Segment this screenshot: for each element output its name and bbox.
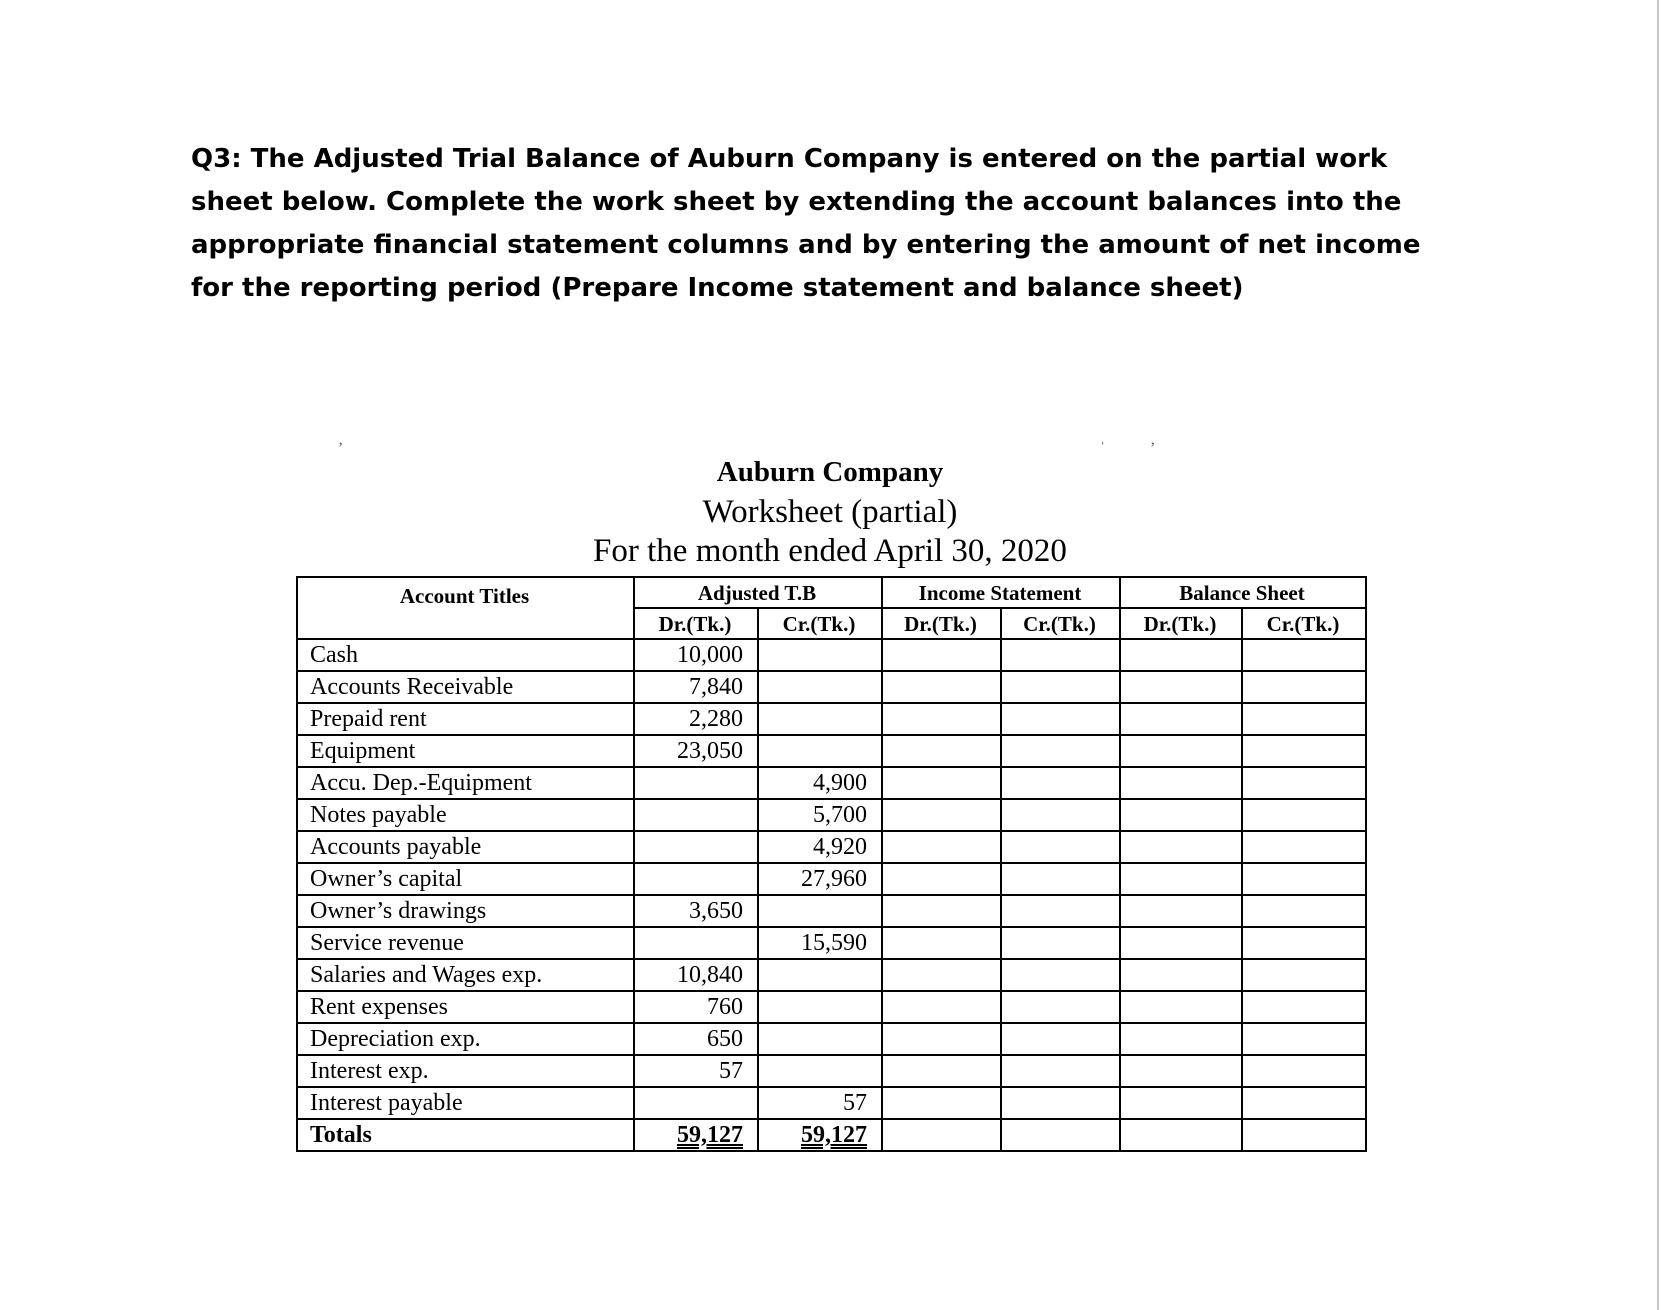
amount-value: 57 — [719, 1058, 743, 1084]
account-row — [297, 863, 1366, 895]
account-row — [297, 671, 1366, 703]
account-title: Interest payable — [297, 1087, 634, 1119]
account-title: Prepaid rent — [297, 703, 634, 735]
account-titles-header: Account Titles — [297, 577, 634, 639]
amount-value: 650 — [707, 1026, 743, 1052]
account-title: Rent expenses — [297, 991, 634, 1023]
bs-cr-blank-cell — [1242, 1023, 1366, 1055]
bs-dr-blank-cell — [1120, 1055, 1242, 1087]
adjusted-tb-dr-cell — [634, 767, 758, 799]
is-cr-blank-cell — [1001, 991, 1120, 1023]
account-row — [297, 1055, 1366, 1087]
account-title: Service revenue — [297, 927, 634, 959]
adjusted-tb-dr-cell — [634, 1023, 758, 1055]
adjusted-tb-cr-cell — [758, 863, 882, 895]
is-dr-blank-cell — [882, 959, 1001, 991]
adjusted-tb-dr-cell — [634, 863, 758, 895]
adjusted-tb-dr-cell — [634, 1055, 758, 1087]
bs-cr-blank-cell — [1242, 799, 1366, 831]
adjusted-tb-cr-cell — [758, 671, 882, 703]
question-text: Q3: The Adjusted Trial Balance of Auburn Company is entered on the partial work sheet below. Complete the work sheet by extending the account balances into the appropriate financial statement columns and by entering the amount of net income for the reporting period (Prepare Income statement and balance sheet) — [191, 144, 1421, 303]
is-cr-blank-cell — [1001, 1055, 1120, 1087]
account-row — [297, 831, 1366, 863]
bs-cr-blank-cell — [1242, 991, 1366, 1023]
account-row — [297, 959, 1366, 991]
bs-cr-blank-cell — [1242, 735, 1366, 767]
company-name: Auburn Company — [716, 456, 944, 488]
adjusted-tb-cr-cell — [758, 799, 882, 831]
is-cr-blank-cell — [1001, 927, 1120, 959]
is-cr-blank-cell — [1001, 799, 1120, 831]
is-cr-blank-cell — [1001, 639, 1120, 671]
bs-dr-blank-cell — [1120, 991, 1242, 1023]
amount-value: 57 — [843, 1090, 867, 1116]
bs-cr-blank-cell — [1242, 1119, 1366, 1151]
adjusted-tb-dr-cell — [634, 703, 758, 735]
totals-label: Totals — [297, 1119, 634, 1151]
bs-cr-blank-cell — [1242, 1087, 1366, 1119]
amount-value: 23,050 — [677, 738, 743, 764]
bs-dr-blank-cell — [1120, 1119, 1242, 1151]
worksheet-period: For the month ended April 30, 2020 — [593, 533, 1067, 569]
is-dr-blank-cell — [882, 831, 1001, 863]
amount-value: 4,900 — [813, 770, 867, 796]
account-row — [297, 895, 1366, 927]
account-row — [297, 703, 1366, 735]
amount-value: 3,650 — [689, 898, 743, 924]
adjusted-tb-cr-cell — [758, 767, 882, 799]
is-dr-blank-cell — [882, 639, 1001, 671]
adjusted-tb-dr-cell — [634, 991, 758, 1023]
adjusted-tb-cr-cell — [758, 1119, 882, 1151]
is-dr-blank-cell — [882, 1119, 1001, 1151]
adjusted-tb-header: Adjusted T.B — [634, 577, 882, 608]
worksheet-title: Worksheet (partial) — [702, 494, 958, 530]
bs-dr-blank-cell — [1120, 959, 1242, 991]
account-row — [297, 799, 1366, 831]
is-cr-blank-cell — [1001, 895, 1120, 927]
is-dr-header: Dr.(Tk.) — [882, 608, 1001, 639]
is-cr-blank-cell — [1001, 1119, 1120, 1151]
amount-value: 10,000 — [677, 642, 743, 668]
bs-cr-blank-cell — [1242, 639, 1366, 671]
adjusted-tb-cr-cell — [758, 831, 882, 863]
atb-cr-header: Cr.(Tk.) — [758, 608, 882, 639]
adjusted-tb-cr-cell — [758, 735, 882, 767]
bs-cr-blank-cell — [1242, 703, 1366, 735]
bs-cr-blank-cell — [1242, 831, 1366, 863]
bs-cr-blank-cell — [1242, 671, 1366, 703]
bs-dr-blank-cell — [1120, 927, 1242, 959]
amount-value: 5,700 — [813, 802, 867, 828]
adjusted-tb-dr-cell — [634, 959, 758, 991]
account-title: Accounts payable — [297, 831, 634, 863]
amount-value: 4,920 — [813, 834, 867, 860]
is-cr-blank-cell — [1001, 959, 1120, 991]
adjusted-tb-cr-cell — [758, 991, 882, 1023]
is-dr-blank-cell — [882, 1055, 1001, 1087]
atb-dr-header: Dr.(Tk.) — [634, 608, 758, 639]
account-row — [297, 767, 1366, 799]
adjusted-tb-cr-cell — [758, 895, 882, 927]
bs-cr-blank-cell — [1242, 959, 1366, 991]
account-row — [297, 639, 1366, 671]
adjusted-tb-dr-cell — [634, 735, 758, 767]
bs-cr-blank-cell — [1242, 1055, 1366, 1087]
bs-dr-blank-cell — [1120, 767, 1242, 799]
is-cr-blank-cell — [1001, 671, 1120, 703]
adjusted-tb-dr-cell — [634, 831, 758, 863]
account-title: Owner’s capital — [297, 863, 634, 895]
adjusted-tb-dr-cell — [634, 671, 758, 703]
adjusted-tb-dr-cell — [634, 799, 758, 831]
is-dr-blank-cell — [882, 671, 1001, 703]
account-row — [297, 1087, 1366, 1119]
worksheet-table — [296, 576, 1367, 1152]
bs-cr-blank-cell — [1242, 895, 1366, 927]
amount-value: 10,840 — [677, 962, 743, 988]
worksheet-body — [297, 639, 1366, 1151]
is-cr-blank-cell — [1001, 703, 1120, 735]
account-row — [297, 927, 1366, 959]
adjusted-tb-dr-cell — [634, 895, 758, 927]
scan-mark: ’ — [338, 440, 344, 457]
account-title: Equipment — [297, 735, 634, 767]
account-title: Accu. Dep.-Equipment — [297, 767, 634, 799]
amount-value: 2,280 — [689, 706, 743, 732]
adjusted-tb-dr-cell — [634, 927, 758, 959]
bs-dr-blank-cell — [1120, 639, 1242, 671]
account-row — [297, 991, 1366, 1023]
adjusted-tb-cr-cell — [758, 639, 882, 671]
adjusted-tb-cr-cell — [758, 1055, 882, 1087]
account-title: Notes payable — [297, 799, 634, 831]
adjusted-tb-cr-cell — [758, 959, 882, 991]
is-cr-blank-cell — [1001, 767, 1120, 799]
adjusted-tb-cr-cell — [758, 703, 882, 735]
is-dr-blank-cell — [882, 799, 1001, 831]
adjusted-tb-dr-cell — [634, 639, 758, 671]
bs-dr-blank-cell — [1120, 895, 1242, 927]
account-title: Interest exp. — [297, 1055, 634, 1087]
balance-sheet-header: Balance Sheet — [1120, 577, 1366, 608]
amount-value: 59,127 — [801, 1122, 867, 1148]
amount-value: 59,127 — [677, 1122, 743, 1148]
is-cr-blank-cell — [1001, 1023, 1120, 1055]
bs-dr-header: Dr.(Tk.) — [1120, 608, 1242, 639]
is-dr-blank-cell — [882, 863, 1001, 895]
bs-dr-blank-cell — [1120, 863, 1242, 895]
totals-row — [297, 1119, 1366, 1151]
is-cr-blank-cell — [1001, 831, 1120, 863]
account-title: Depreciation exp. — [297, 1023, 634, 1055]
amount-value: 760 — [707, 994, 743, 1020]
bs-dr-blank-cell — [1120, 703, 1242, 735]
group-header-row — [297, 577, 1366, 608]
is-cr-blank-cell — [1001, 1087, 1120, 1119]
is-dr-blank-cell — [882, 703, 1001, 735]
bs-dr-blank-cell — [1120, 1087, 1242, 1119]
adjusted-tb-dr-cell — [634, 1087, 758, 1119]
bs-cr-header: Cr.(Tk.) — [1242, 608, 1366, 639]
account-title: Salaries and Wages exp. — [297, 959, 634, 991]
is-cr-header: Cr.(Tk.) — [1001, 608, 1120, 639]
is-dr-blank-cell — [882, 895, 1001, 927]
account-title: Owner’s drawings — [297, 895, 634, 927]
is-cr-blank-cell — [1001, 863, 1120, 895]
account-row — [297, 735, 1366, 767]
is-dr-blank-cell — [882, 1087, 1001, 1119]
is-dr-blank-cell — [882, 1023, 1001, 1055]
account-title: Cash — [297, 639, 634, 671]
amount-value: 7,840 — [689, 674, 743, 700]
bs-cr-blank-cell — [1242, 767, 1366, 799]
bs-cr-blank-cell — [1242, 927, 1366, 959]
is-dr-blank-cell — [882, 991, 1001, 1023]
amount-value: 15,590 — [801, 930, 867, 956]
account-title: Accounts Receivable — [297, 671, 634, 703]
is-dr-blank-cell — [882, 735, 1001, 767]
account-row — [297, 1023, 1366, 1055]
bs-dr-blank-cell — [1120, 671, 1242, 703]
adjusted-tb-cr-cell — [758, 927, 882, 959]
bs-dr-blank-cell — [1120, 735, 1242, 767]
is-dr-blank-cell — [882, 927, 1001, 959]
page-edge-divider — [1657, 0, 1659, 1310]
income-statement-header: Income Statement — [882, 577, 1120, 608]
adjusted-tb-cr-cell — [758, 1087, 882, 1119]
adjusted-tb-cr-cell — [758, 1023, 882, 1055]
is-cr-blank-cell — [1001, 735, 1120, 767]
bs-dr-blank-cell — [1120, 831, 1242, 863]
bs-dr-blank-cell — [1120, 799, 1242, 831]
adjusted-tb-dr-cell — [634, 1119, 758, 1151]
scan-mark: ˈ — [1100, 440, 1106, 457]
amount-value: 27,960 — [801, 866, 867, 892]
is-dr-blank-cell — [882, 767, 1001, 799]
scan-mark: ’ — [1150, 440, 1156, 457]
bs-cr-blank-cell — [1242, 863, 1366, 895]
bs-dr-blank-cell — [1120, 1023, 1242, 1055]
